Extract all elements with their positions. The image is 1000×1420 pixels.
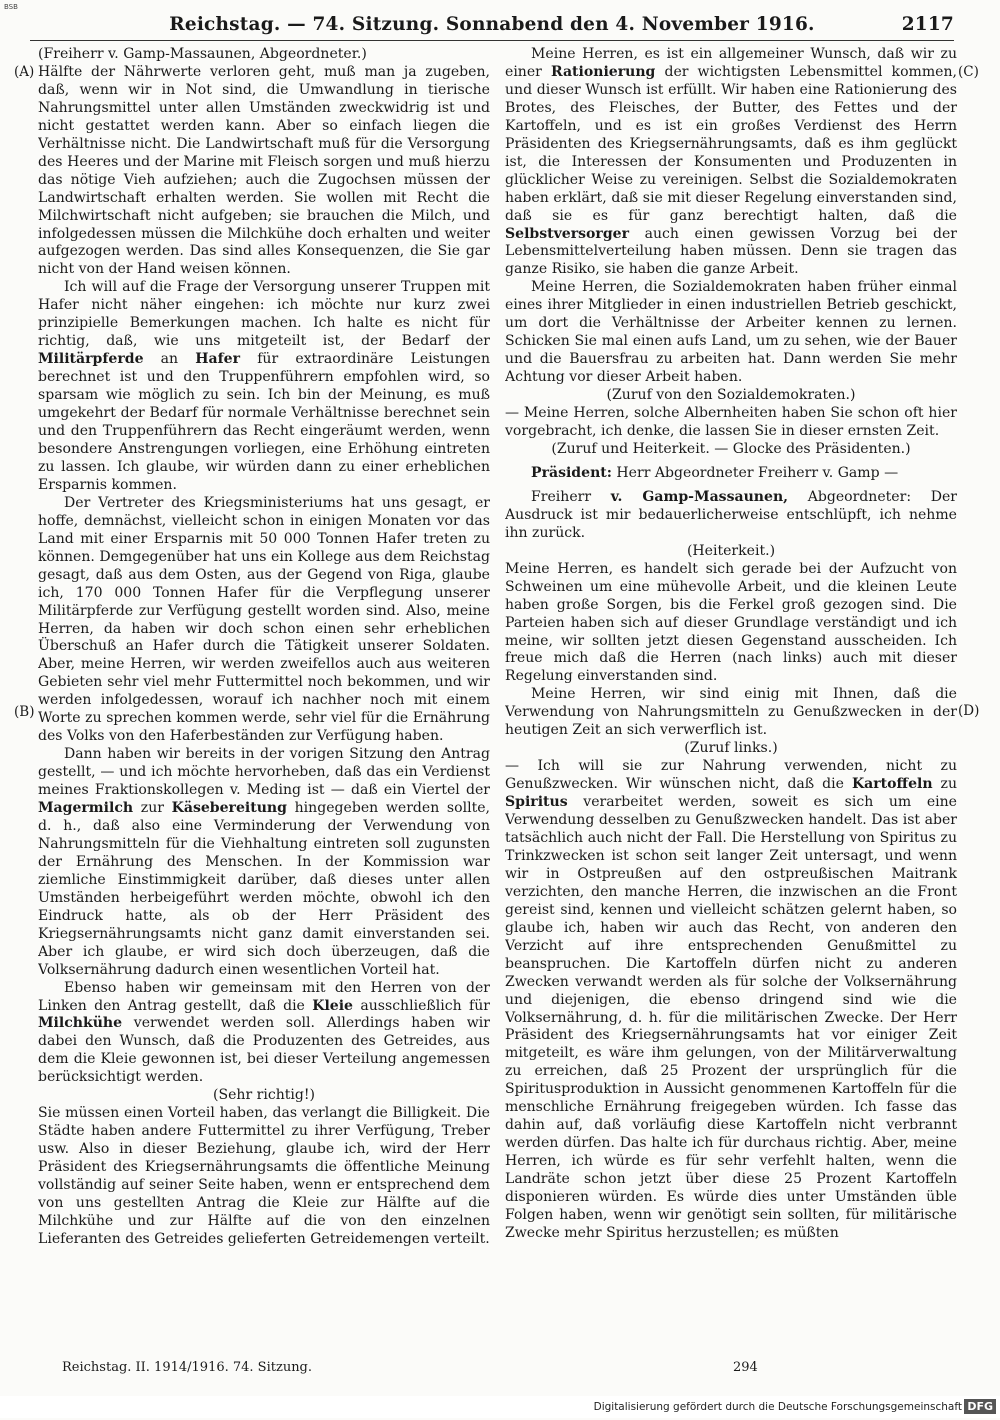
dfg-logo: DFG	[964, 1399, 996, 1414]
paragraph: Der Vertreter des Kriegsministeriums hat uns gesagt, er hoffe, demnächst, vielleicht schon in einigen Monaten vor das Land mit einer Ersparnis mit 50 000 Tonnen Hafer treten zu können. Demgegenüber hat uns ein Kollege aus dem Reichstag gesagt, daß aus dem Osten, aus der Gegend von Riga, glaube ich, 170 000 Tonnen Hafer für die Verpflegung unserer Militärpferde zur Verfügung gestellt worden sind. Also, meine Herren, da haben wir doch schon einen sehr erheblichen Überschuß an Hafer durch die Tätigkeit unserer Soldaten. Aber, meine Herren, wir werden zweifellos auch aus weiteren Gebieten sehr viel mehr Futtermittel noch bekommen, und wir werden infolgedessen, worauf ich nachher noch mit einem Worte zu sprechen kommen werde, sehr viel für die Ernährung des Volks von den Haferbeständen zur Verfügung haben.	[38, 494, 490, 745]
speaker-continuation: (Freiherr v. Gamp-Massaunen, Abgeordneter.)	[38, 46, 367, 62]
running-header	[30, 14, 954, 38]
interjection: (Zuruf von den Sozialdemokraten.)	[606, 387, 856, 404]
credit-bar	[0, 1396, 1000, 1418]
interjection: (Zuruf und Heiterkeit. — Glocke des Präsidenten.)	[551, 440, 911, 457]
margin-mark-c: (C)	[958, 64, 979, 80]
paragraph: Dann haben wir bereits in der vorigen Sitzung den Antrag gestellt, — und ich möchte hervorheben, daß das ein Verdienst meines Fraktionskollegen v. Meding ist — daß ein Viertel der Magermilch zur Käsebereitung hingegeben werden sollte, d. h., daß also eine Verminderung der Verwendung von Nahrungsmitteln für die Viehhaltung eintreten soll zugunsten der Ernährung des Menschen. In der Kommission war ziemliche Einstimmigkeit darüber, daß dieses unter allen Umständen herbeigeführt werden möchte, obwohl ich den Eindruck hatte, als ob der Herr Präsident des Kriegsernährungsamts nicht ganz damit einverstanden sei. Aber ich glaube, er wird sich doch überzeugen, daß die Volksernährung dadurch einen wesentlichen Vorteil hat.	[38, 746, 490, 978]
speaker-name: Präsident:	[531, 464, 612, 481]
margin-mark-b: (B)	[14, 704, 35, 720]
paragraph: Meine Herren, es handelt sich gerade bei der Aufzucht von Schweinen um eine mühevolle Arbeit, und die kleinen Leute haben große Sorgen, bis die Ferkel groß gezogen sind. Die Parteien haben sich auf dieser Grundlage verständigt und ich meine, wir sollten jetzt diesen Gegenstand ausscheiden. Ich freue mich daß die Herren (nach links) auch mit dieser Regelung einverstanden sind.	[505, 560, 957, 685]
speaker-line: Präsident: Herr Abgeordneter Freiherr v. Gamp —	[531, 464, 899, 481]
paragraph: Sie müssen einen Vorteil haben, das verlangt die Billigkeit. Die Städte haben andere Futtermittel zu ihrer Verfügung, Treber usw. Also in dieser Beziehung, glaube ich, wird der Herr Präsident des Kriegsernährungsamts die öffentliche Meinung vollständig auf seiner Seite haben, wenn er entsprechend dem von uns gestellten Antrag die Kleie zur Hälfte auf die Milchkühe und zur Hälfte auf die von den einzelnen Lieferanten des Getreides gelieferten Getreidemengen verteilt.	[38, 1105, 490, 1247]
highlight-term: Magermilch	[38, 800, 134, 817]
interjection: (Heiterkeit.)	[686, 542, 776, 559]
speaker-line: Freiherr v. Gamp-Massaunen, Abgeordneter: Der Ausdruck ist mir bedauerlicherweise entschlüpft, ich nehme ihn zurück.	[505, 488, 957, 541]
header-title: Reichstag. — 74. Sitzung. Sonnabend den 4. November 1916.	[169, 14, 815, 35]
left-column	[38, 46, 490, 1346]
highlight-term: Rationierung	[550, 63, 656, 80]
funding-credit: Digitalisierung gefördert durch die Deutsche Forschungsgemeinschaft	[593, 1401, 962, 1413]
paragraph: Meine Herren, es ist ein allgemeiner Wunsch, daß wir zu einer Rationierung der wichtigsten Lebensmittel kommen, und dieser Wunsch ist erfüllt. Wir haben eine Rationierung des Brotes, des Fleisches, der Butter, des Fettes und der Kartoffeln, und es ist ein großes Verdienst des Herrn Präsidenten des Kriegsernährungsamts, daß es ihm geglückt ist, die Interessen der Konsumenten und Produzenten in glücklicher Weise zu vereinigen. Selbst die Sozialdemokraten haben erklärt, daß sie mit dieser Regelung einverstanden sind, daß sie es für ganz berechtigt halten, daß die Selbstversorger auch einen gewissen Vorzug bei der Lebensmittelverteilung haben müssen. Denn sie tragen das ganze Risiko, sie haben die ganze Arbeit.	[505, 46, 957, 278]
paragraph: Meine Herren, die Sozialdemokraten haben früher einmal eines ihrer Mitglieder in einen industriellen Betrieb geschickt, um dort die Verhältnisse der Arbeiter kennen zu lernen. Schicken Sie mal einen aufs Land, um zu sehen, wie der Bauer und die Bauersfrau zu arbeiten hat. Dann werden Sie mehr Achtung vor dieser Arbeit haben.	[505, 279, 957, 386]
library-stamp: BSB	[4, 3, 18, 11]
page-number: 2117	[901, 14, 954, 35]
right-column	[505, 46, 957, 1346]
paragraph: Hälfte der Nährwerte verloren geht, muß man ja zugeben, daß, wenn wir in Not sind, die Umwandlung in tierische Nahrungsmittel unter allen Umständen zweckwidrig ist und nicht gestattet werden kann. Aber so einfach liegen die Verhältnisse nicht. Die Landwirtschaft muß für die Versorgung des Heeres und der Marine mit Fleisch sorgen und muß hierzu das nötige Vieh aufziehen; auch die Zugochsen müssen der Landwirtschaft erhalten werden. Sie wollen mit Recht die Milchwirtschaft nicht aufgeben; sie brauchen die Milch, und infolgedessen müssen die Milchkühe doch erhalten und weiter aufgezogen werden. Das sind alles Konsequenzen, die Sie gar nicht von der Hand weisen können.	[38, 63, 490, 278]
paragraph: Ebenso haben wir gemeinsam mit den Herren von der Linken den Antrag gestellt, daß die Kleie ausschließlich für Milchkühe verwendet werden soll. Allerdings haben wir dabei den Wunsch, daß die Produzenten des Getreides, aus dem die Kleie gewonnen ist, bei dieser Verteilung angemessen berücksichtigt werden.	[38, 979, 490, 1086]
margin-mark-a: (A)	[14, 64, 35, 80]
highlight-term: Selbstversorger	[505, 225, 629, 242]
footer-sheet-number: 294	[733, 1360, 758, 1375]
highlight-term: Käsebereitung	[171, 800, 287, 817]
interjection: (Sehr richtig!)	[212, 1087, 316, 1104]
margin-mark-d: (D)	[958, 703, 980, 719]
footer-signature: Reichstag. II. 1914/1916. 74. Sitzung.	[62, 1360, 313, 1375]
highlight-term: Militärpferde	[38, 351, 144, 368]
paragraph: — Meine Herren, solche Albernheiten haben Sie schon oft hier vorgebracht, ich denke, die lassen Sie in dieser ernsten Zeit.	[505, 405, 957, 440]
header-rule	[30, 40, 954, 41]
highlight-term: Spiritus	[505, 794, 568, 811]
highlight-term: Milchkühe	[38, 1015, 123, 1032]
highlight-term: Hafer	[195, 351, 241, 368]
interjection: (Zuruf links.)	[684, 740, 778, 757]
paragraph: — Ich will sie zur Nahrung verwenden, nicht zu Genußzwecken. Wir wünschen nicht, daß die Kartoffeln zu Spiritus verarbeitet werden, soweit es sich um eine Verwendung desselben zu Genußzwecken handelt. Das ist aber tatsächlich auch nicht der Fall. Die Herstellung von Spiritus zu Trinkzwecken ist schon seit langer Zeit untersagt, und wenn wir in Ostpreußen auf den ostpreußischen Maitrank verzichten, den manche Herren, die inzwischen an die Front gereist sind, kennen und vielleicht schätzen gelernt haben, so glaube ich, haben wir auch das Recht, von anderen den Verzicht auf ihre entsprechenden Genußmittel zu beanspruchen. Die Kartoffeln dürfen nicht zu anderen Zwecken verwandt werden als für solche der Volksernährung und diejenigen, die ebenso dringend sind wie die Volksernährung, d. h. für die militärischen Zwecke. Der Herr Präsident des Kriegsernährungsamts hat vor einiger Zeit mitgeteilt, es wäre ihm gelungen, von der Militärverwaltung zu erreichen, daß 25 Prozent der ursprünglich für die Spiritusproduktion in Aussicht genommenen Kartoffeln für die menschliche Ernährung freigegeben würden. Ich fasse das dahin auf, daß vorläufig diese Kartoffeln nicht verbrannt werden dürfen. Das halte ich für durchaus richtig. Aber, meine Herren, ich würde es für sehr verfehlt halten, wenn die Landräte schon jetzt über diese 25 Prozent Kartoffeln disponieren würden. Es würde dies unter Umständen üble Folgen haben, wenn wir genötigt sein sollten, für militärische Zwecke mehr Spiritus herzustellen; es müßten	[505, 758, 957, 1241]
highlight-term: Kleie	[312, 997, 353, 1014]
speaker-name: v. Gamp-Massaunen,	[610, 488, 789, 505]
paragraph: Ich will auf die Frage der Versorgung unserer Truppen mit Hafer nicht näher eingehen: ich möchte nur kurz zwei prinzipielle Bemerkungen machen. Ich halte es nicht für richtig, daß, wie uns mitgeteilt ist, der Bedarf der Militärpferde an Hafer für extraordinäre Leistungen berechnet ist und den Truppenführern empfohlen wird, so sparsam wie möglich zu sein. Ich bin der Meinung, es muß umgekehrt der Bedarf für normale Verhältnisse berechnet sein und den Truppenführern das Recht eingeräumt werden, wenn besondere Anstrengungen vorliegen, eine Erhöhung eintreten zu lassen. Ich glaube, wir würden dann zu einer erheblichen Ersparnis kommen.	[38, 279, 490, 493]
highlight-term: Kartoffeln	[851, 776, 933, 793]
paragraph: Meine Herren, wir sind einig mit Ihnen, daß die Verwendung von Nahrungsmitteln zu Genußzwecken in der heutigen Zeit an sich verwerflich ist.	[505, 686, 957, 739]
